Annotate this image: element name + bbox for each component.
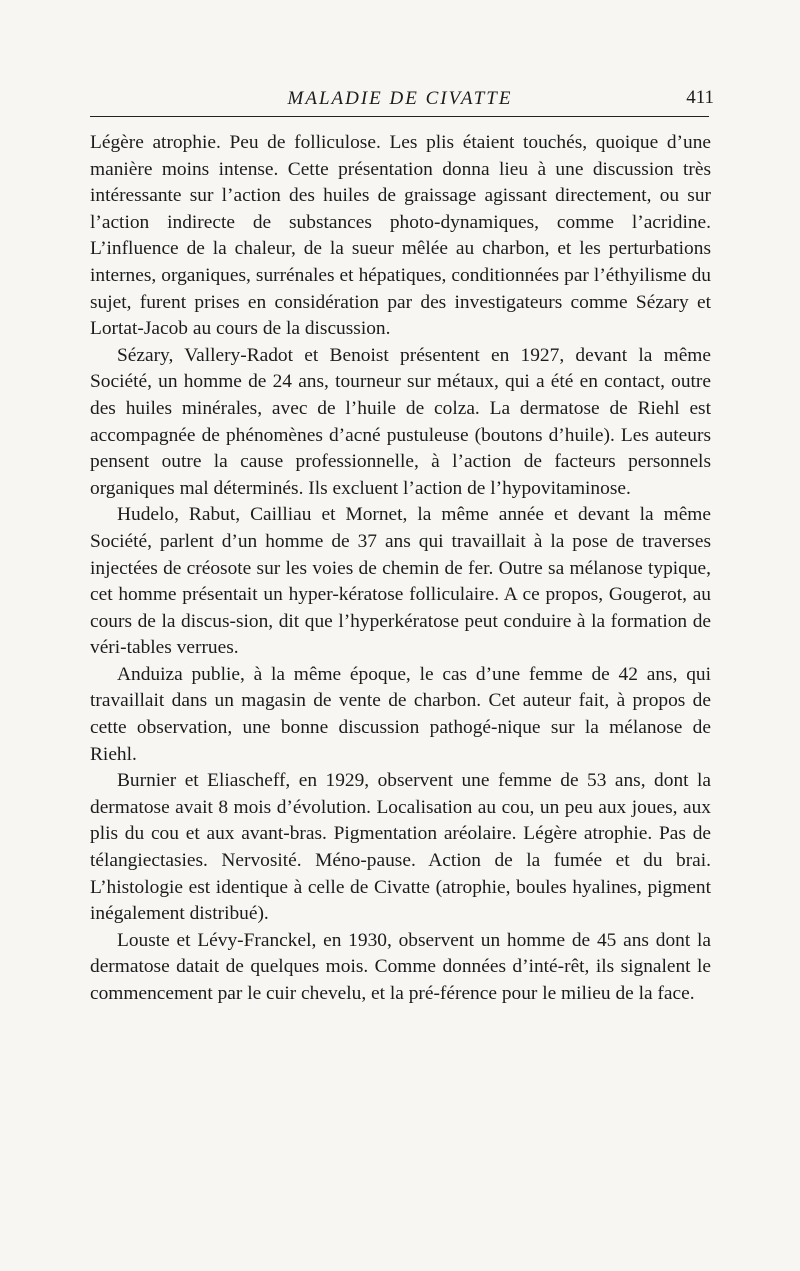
paragraph: Anduiza publie, à la même époque, le cas d’une femme de 42 ans, qui travaillait dans un magasin de vente de charbon. Cet auteur fait, à propos de cette observation, une bonne discussion pathogé-nique sur la mélanose de Riehl. bbox=[90, 663, 711, 765]
paragraph: Sézary, Vallery-Radot et Benoist présentent en 1927, devant la même Société, un homme de 24 ans, tourneur sur métaux, qui a été en contact, outre des huiles minérales, avec de l’huile de colza. La dermatose de Riehl est accompagnée de phénomènes d’acné pustuleuse (boutons d’huile). Les auteurs pensent outre la cause professionnelle, à l’action de facteurs personnels organiques mal déterminés. Ils excluent l’action de l’hypovitaminose. bbox=[90, 344, 711, 499]
paragraph: Légère atrophie. Peu de folliculose. Les plis étaient touchés, quoique d’une manière moins intense. Cette présentation donna lieu à une discussion très intéressante sur l’action des huiles de graissage agissant directement, ou sur l’action indirecte de substances photo-dynamiques, comme l’acridine. L’influence de la chaleur, de la sueur mêlée au charbon, et les perturbations internes, organiques, surrénales et hépatiques, conditionnées par l’éthyilisme du sujet, furent prises en considération par des investigateurs comme Sézary et Lortat-Jacob au cours de la discussion. bbox=[90, 132, 711, 340]
body-text bbox=[90, 130, 711, 1008]
paragraph: Burnier et Eliascheff, en 1929, observent une femme de 53 ans, dont la dermatose avait 8 mois d’évolution. Localisation au cou, un peu aux joues, aux plis du cou et aux avant-bras. Pigmentation aréolaire. Légère atrophie. Pas de télangiectasies. Nervosité. Méno-pause. Action de la fumée et du brai. L’histologie est identique à celle de Civatte (atrophie, boules hyalines, pigment inégalement distribué). bbox=[90, 770, 711, 925]
paragraph: Louste et Lévy-Franckel, en 1930, observent un homme de 45 ans dont la dermatose datait de quelques mois. Comme données d’inté-rêt, ils signalent le commencement par le cuir chevelu, et la pré-férence pour le milieu de la face. bbox=[90, 929, 711, 1004]
header-rule bbox=[90, 116, 709, 117]
page-number: 411 bbox=[686, 87, 714, 108]
running-title: MALADIE DE CIVATTE bbox=[287, 88, 513, 109]
paragraph: Hudelo, Rabut, Cailliau et Mornet, la même année et devant la même Société, parlent d’un homme de 37 ans qui travaillait à la pose de traverses injectées de créosote sur les voies de chemin de fer. Outre sa mélanose typique, cet homme présentait un hyper-kératose folliculaire. A ce propos, Gougerot, au cours de la discus-sion, dit que l’hyperkératose peut conduire à la formation de véri-tables verrues. bbox=[90, 504, 711, 659]
